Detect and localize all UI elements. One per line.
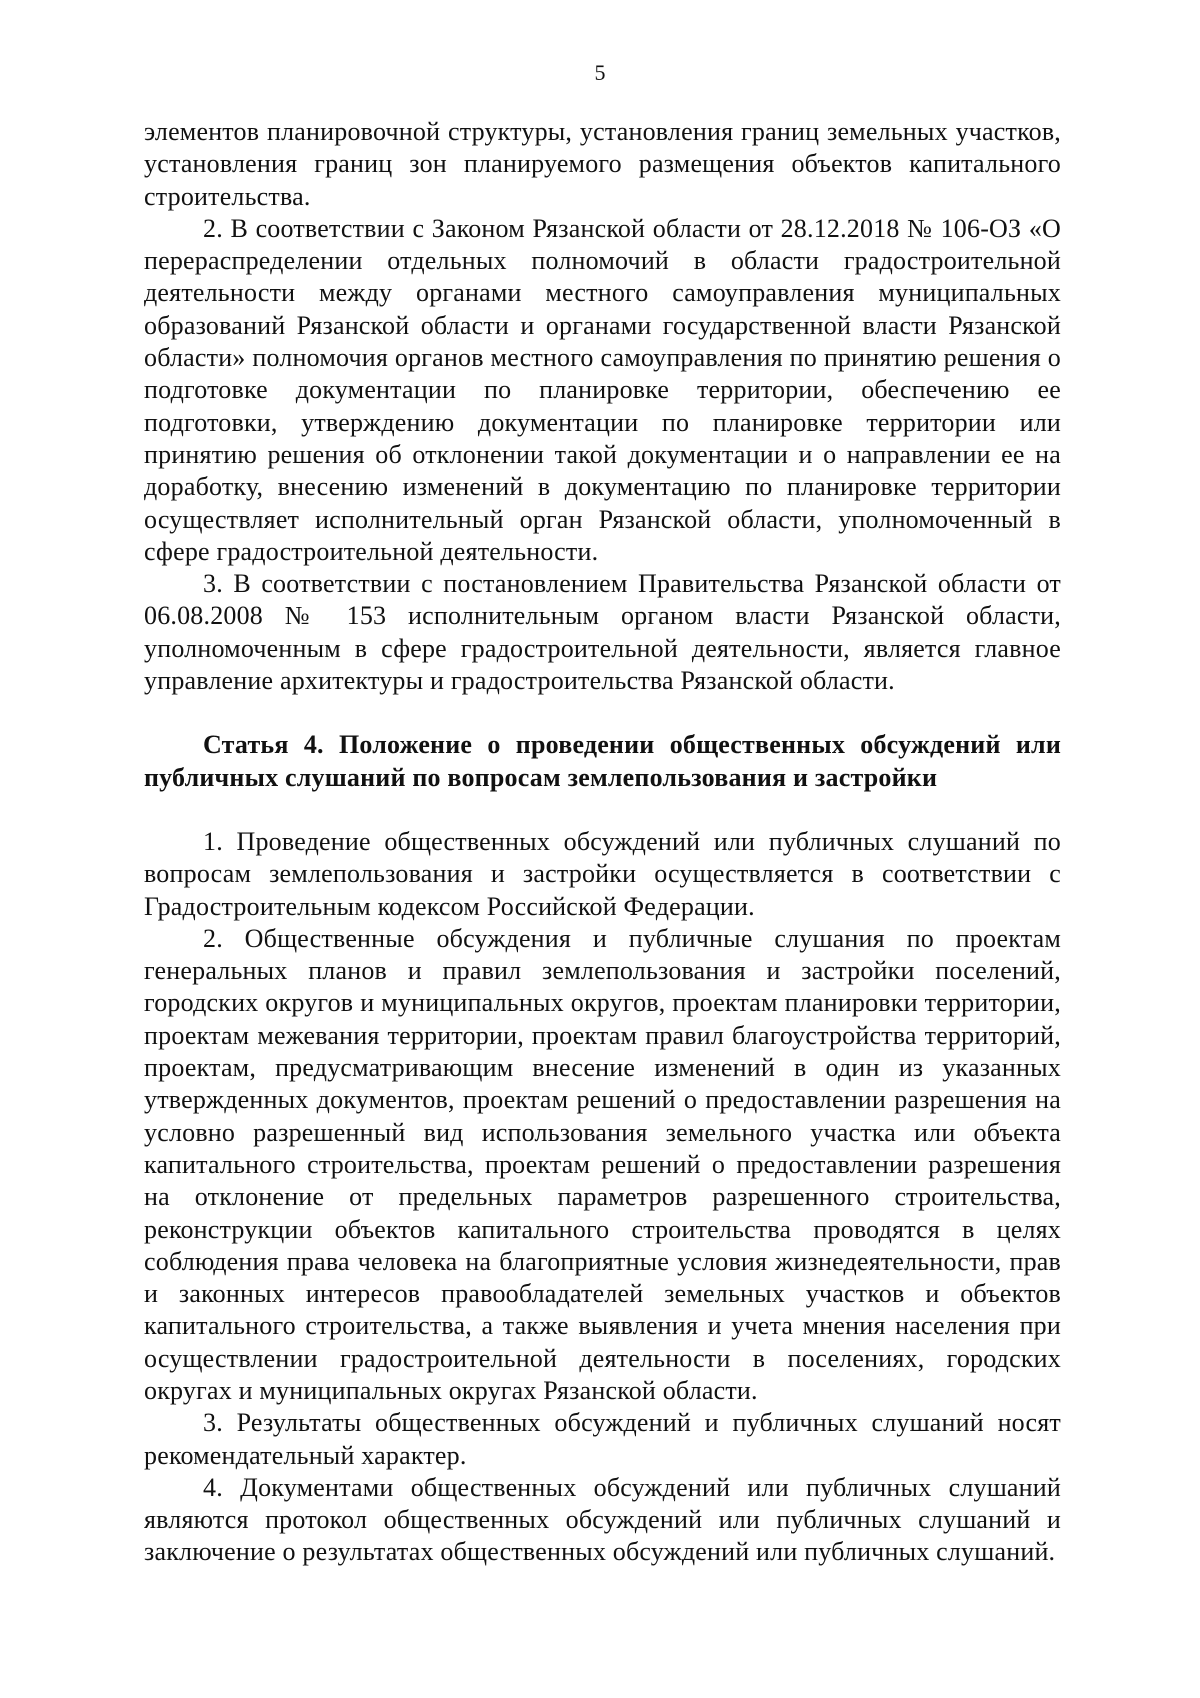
paragraph-2: 2. В соответствии с Законом Рязанской области от 28.12.2018 № 106-ОЗ «О перераспределении отдельных полномочий в области градостроительной деятельности между органами местного самоуправления муниципальных образований Рязанской области и органами государственной власти Рязанской области» полномочия органов местного самоуправления по принятию решения о подготовке документации по планировке территории, обеспечению ее подготовки, утверждению документации по планировке территории или принятию решения об отклонении такой документации и о направлении ее на доработку, внесению изменений в документацию по планировке территории осуществляет исполнительный орган Рязанской области, уполномоченный в сфере градостроительной деятельности. — [144, 213, 1061, 566]
article-paragraph-1: 1. Проведение общественных обсуждений или публичных слушаний по вопросам землепользования и застройки осуществляется в соответствии с Градостроительным кодексом Российской Федерации. — [144, 826, 1061, 921]
article-paragraph-2: 2. Общественные обсуждения и публичные слушания по проектам генеральных планов и правил землепользования и застройки поселений, городских округов и муниципальных округов, проектам планировки территории, проектам межевания территории, проектам правил благоустройства территорий, проектам, предусматривающим внесение изменений в один из указанных утвержденных документов, проектам решений о предоставлении разрешения на условно разрешенный вид использования земельного участка или объекта капитального строительства, проектам решений о предоставлении разрешения на отклонение от предельных параметров разрешенного строительства, реконструкции объектов капитального строительства проводятся в целях соблюдения права человека на благоприятные условия жизнедеятельности, прав и законных интересов правообладателей земельных участков и объектов капитального строительства, а также выявления и учета мнения населения при осуществлении градостроительной деятельности в поселениях, городских округах и муниципальных округах Рязанской области. — [144, 923, 1061, 1405]
article-heading: Статья 4. Положение о проведении общественных обсуждений или публичных слушаний по вопросам землепользования и застройки — [144, 730, 1061, 792]
article-paragraph-4: 4. Документами общественных обсуждений или публичных слушаний являются протокол общественных обсуждений или публичных слушаний и заключение о результатах общественных обсуждений или публичных слушаний. — [144, 1472, 1061, 1567]
paragraph-3: 3. В соответствии с постановлением Правительства Рязанской области от 06.08.2008 № 153 исполнительным органом власти Рязанской области, уполномоченным в сфере градостроительной деятельности, является главное управление архитектуры и градостроительства Рязанской области. — [144, 569, 1061, 696]
page-number: 5 — [594, 60, 606, 85]
document-body — [144, 116, 1061, 1569]
paragraph-continuation: элементов планировочной структуры, установления границ земельных участков, установления границ зон планируемого размещения объектов капитального строительства. — [144, 117, 1061, 211]
article-paragraph-3: 3. Результаты общественных обсуждений и публичных слушаний носят рекомендательный характер. — [144, 1408, 1061, 1470]
